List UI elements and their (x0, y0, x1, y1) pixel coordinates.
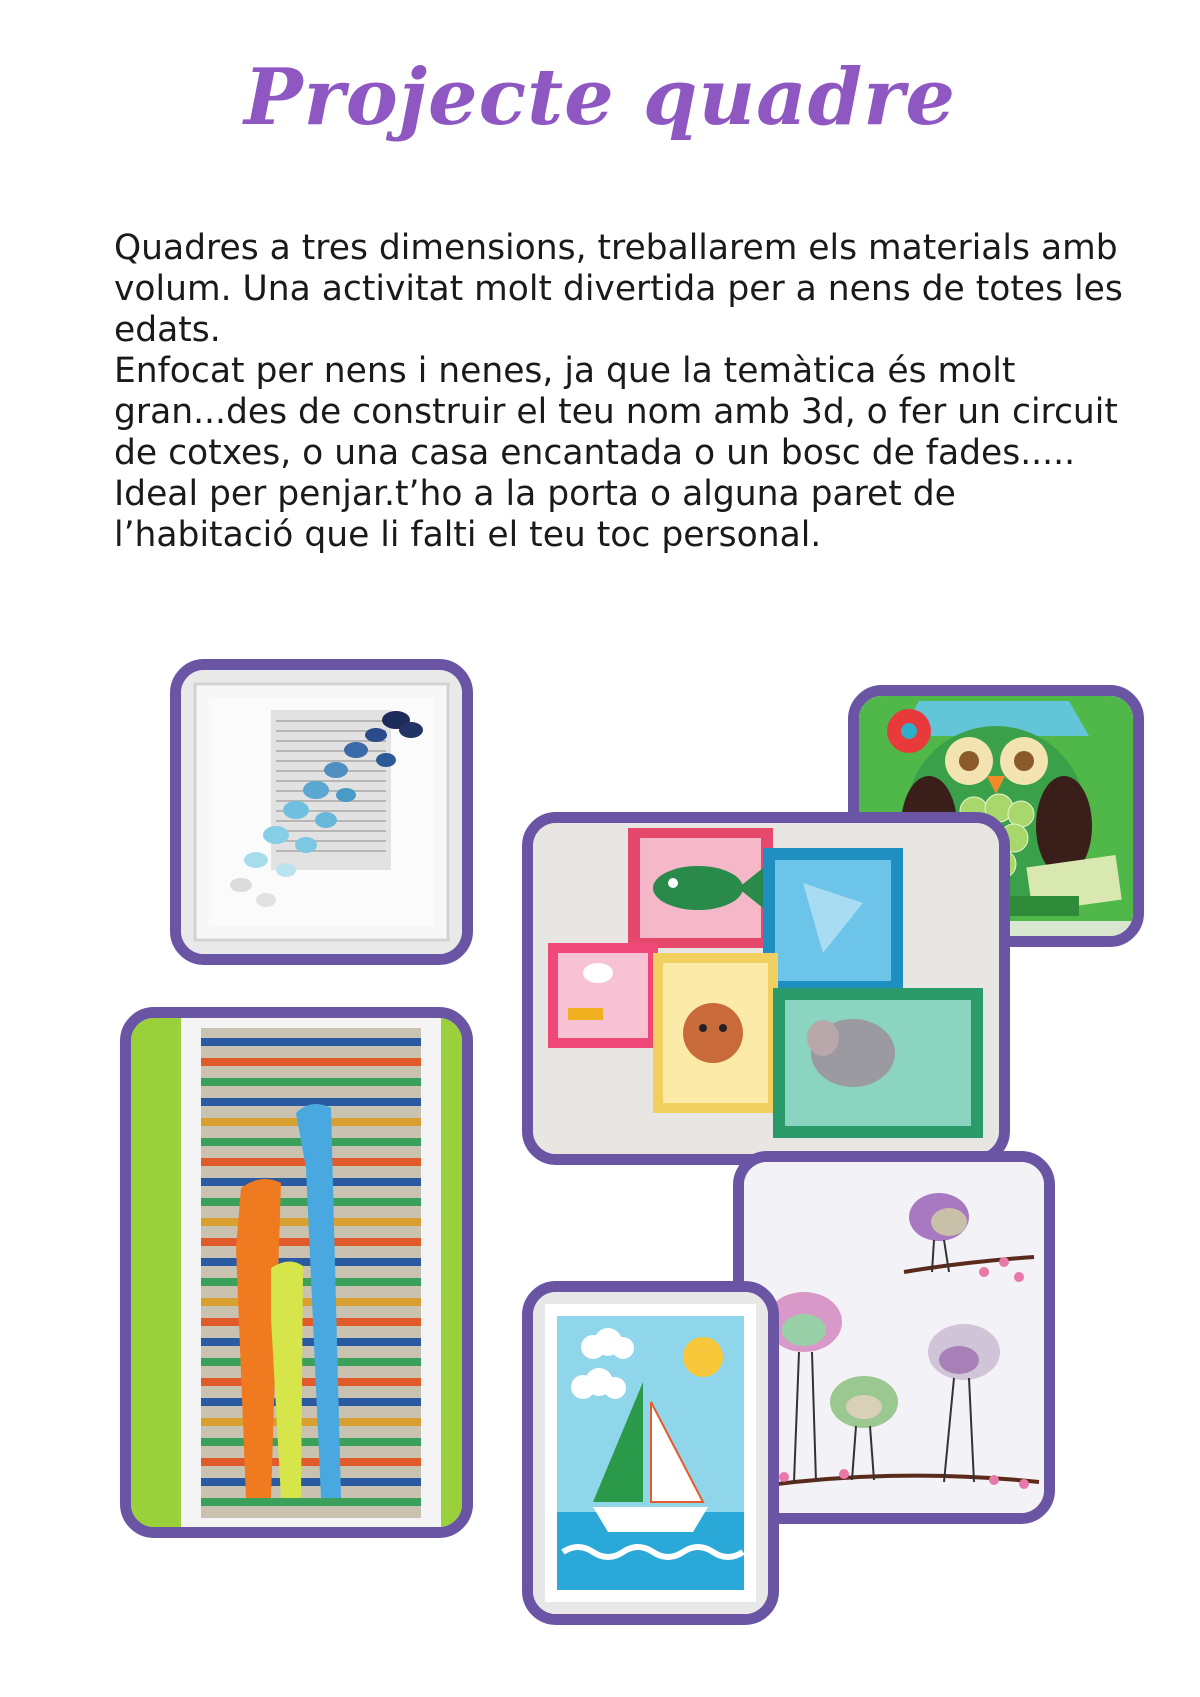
photo-butterflies-frame (170, 659, 473, 965)
description-text (114, 228, 1124, 556)
paragraph-3: Ideal per penjar.t’ho a la porta o alguna paret de l’habitació que li falti el teu toc personal. (114, 474, 956, 555)
page-title: Projecte quadre (244, 52, 956, 143)
birds-image (744, 1162, 1044, 1513)
paragraph-2: Enfocat per nens i nenes, ja que la temàtica és molt gran...des de construir el teu nom amb 3d, o fer un circuit de cotxes, o una casa encantada o un bosc de fades..... (114, 351, 1118, 473)
giraffes-image (131, 1018, 462, 1527)
photo-animal-boxes-frame (522, 812, 1010, 1165)
photo-birds-frame (733, 1151, 1055, 1524)
paragraph-1: Quadres a tres dimensions, treballarem els materials amb volum. Una activitat molt divertida per a nens de totes les edats. (114, 228, 1123, 350)
photo-sailboat-frame (522, 1281, 779, 1625)
animal-boxes-image (533, 823, 999, 1154)
butterflies-image (181, 670, 462, 954)
sailboat-image (533, 1292, 768, 1614)
photo-giraffes-frame (120, 1007, 473, 1538)
